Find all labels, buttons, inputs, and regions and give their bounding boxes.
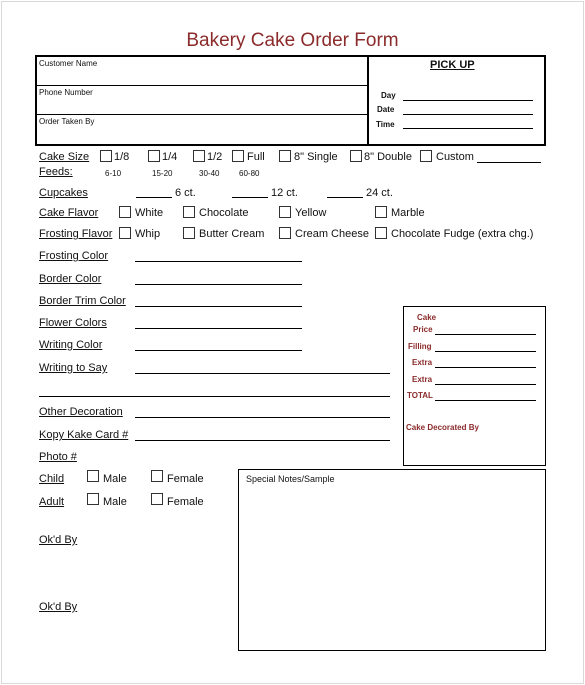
pickup-title: PICK UP xyxy=(430,59,475,71)
price-box xyxy=(403,306,546,466)
pickup-date-line[interactable] xyxy=(403,114,533,115)
border-trim-color-line[interactable] xyxy=(135,306,302,307)
total-line[interactable] xyxy=(435,400,536,401)
flower-colors-line[interactable] xyxy=(135,328,302,329)
special-notes-box[interactable] xyxy=(238,469,546,651)
frosting-flavor-checkbox[interactable] xyxy=(375,227,387,239)
cake-size-checkbox[interactable] xyxy=(148,150,160,162)
cake-flavor-checkbox[interactable] xyxy=(375,206,387,218)
cake-decorated-by-label: Cake Decorated By xyxy=(406,423,479,432)
header-row-line xyxy=(37,85,367,86)
cupcakes-option: 24 ct. xyxy=(366,187,393,199)
header-box xyxy=(35,55,546,146)
writing-to-say-line-2[interactable] xyxy=(39,396,390,397)
extra-label: Extra xyxy=(412,358,433,367)
cake-size-label: Cake Size xyxy=(39,151,90,163)
cake-flavor-option: White xyxy=(135,207,164,219)
cake-flavor-checkbox[interactable] xyxy=(279,206,291,218)
cake-size-option: 1/8 xyxy=(114,151,130,163)
adult-male-label: Male xyxy=(103,496,127,508)
okd-by-label: Ok'd By xyxy=(39,534,78,546)
adult-male-checkbox[interactable] xyxy=(87,493,99,505)
total-label: TOTAL xyxy=(407,391,433,400)
kopy-kake-line[interactable] xyxy=(135,440,390,441)
border-trim-color-label: Border Trim Color xyxy=(39,295,126,307)
frosting-flavor-checkbox[interactable] xyxy=(279,227,291,239)
header-divider xyxy=(367,57,369,144)
form-title: Bakery Cake Order Form xyxy=(186,30,399,51)
child-female-label: Female xyxy=(167,473,204,485)
customer-name-field[interactable]: Customer Name xyxy=(39,59,98,68)
feeds-value: 6-10 xyxy=(105,169,122,178)
extra-line[interactable] xyxy=(435,384,536,385)
okd-by-label: Ok'd By xyxy=(39,601,78,613)
feeds-value: 60-80 xyxy=(239,169,260,178)
cake-size-option: 1/4 xyxy=(162,151,178,163)
pickup-day-label: Day xyxy=(381,91,396,100)
frosting-flavor-option: Chocolate Fudge (extra chg.) xyxy=(391,228,534,240)
price-cake-label: Cake xyxy=(417,313,437,322)
cupcakes-qty-line[interactable] xyxy=(327,197,363,198)
frosting-flavor-option: Cream Cheese xyxy=(295,228,369,240)
header-row-line xyxy=(37,114,367,115)
child-label: Child xyxy=(39,473,65,485)
cake-size-checkbox[interactable] xyxy=(350,150,362,162)
cake-size-option: 8" Single xyxy=(294,151,338,163)
pickup-time-label: Time xyxy=(376,120,395,129)
writing-to-say-label: Writing to Say xyxy=(39,362,108,374)
pickup-day-line[interactable] xyxy=(403,100,533,101)
feeds-label: Feeds: xyxy=(39,166,73,178)
cake-flavor-checkbox[interactable] xyxy=(119,206,131,218)
cupcakes-qty-line[interactable] xyxy=(232,197,268,198)
other-decoration-label: Other Decoration xyxy=(39,406,123,418)
filling-line[interactable] xyxy=(435,351,536,352)
feeds-value: 15-20 xyxy=(152,169,173,178)
phone-number-field[interactable]: Phone Number xyxy=(39,88,93,97)
cupcakes-option: 12 ct. xyxy=(271,187,298,199)
cake-flavor-option: Yellow xyxy=(295,207,327,219)
child-female-checkbox[interactable] xyxy=(151,470,163,482)
feeds-value: 30-40 xyxy=(199,169,220,178)
cupcakes-qty-line[interactable] xyxy=(136,197,172,198)
adult-female-label: Female xyxy=(167,496,204,508)
cupcakes-label: Cupcakes xyxy=(39,187,88,199)
frosting-flavor-checkbox[interactable] xyxy=(119,227,131,239)
other-decoration-line[interactable] xyxy=(135,417,390,418)
special-notes-label: Special Notes/Sample xyxy=(246,474,335,484)
cake-size-checkbox[interactable] xyxy=(100,150,112,162)
frosting-color-label: Frosting Color xyxy=(39,250,109,262)
filling-label: Filling xyxy=(408,342,432,351)
pickup-date-label: Date xyxy=(377,105,395,114)
frosting-flavor-checkbox[interactable] xyxy=(183,227,195,239)
cake-flavor-label: Cake Flavor xyxy=(39,207,99,219)
child-male-checkbox[interactable] xyxy=(87,470,99,482)
cake-size-option: Full xyxy=(247,151,265,163)
custom-size-line[interactable] xyxy=(477,162,541,163)
cake-flavor-option: Marble xyxy=(391,207,425,219)
frosting-flavor-option: Butter Cream xyxy=(199,228,265,240)
frosting-flavor-label: Frosting Flavor xyxy=(39,228,113,240)
order-taken-by-field[interactable]: Order Taken By xyxy=(39,117,95,126)
frosting-flavor-option: Whip xyxy=(135,228,161,240)
frosting-color-line[interactable] xyxy=(135,261,302,262)
price-label: Price xyxy=(413,325,433,334)
cake-size-option: 8" Double xyxy=(364,151,412,163)
price-line[interactable] xyxy=(435,334,536,335)
pickup-time-line[interactable] xyxy=(403,128,533,129)
writing-to-say-line[interactable] xyxy=(135,373,390,374)
child-male-label: Male xyxy=(103,473,127,485)
adult-female-checkbox[interactable] xyxy=(151,493,163,505)
photo-label: Photo # xyxy=(39,451,77,463)
kopy-kake-label: Kopy Kake Card # xyxy=(39,429,129,441)
cake-size-option: 1/2 xyxy=(207,151,223,163)
cake-size-checkbox[interactable] xyxy=(279,150,291,162)
extra-label: Extra xyxy=(412,375,433,384)
cupcakes-option: 6 ct. xyxy=(175,187,196,199)
border-color-label: Border Color xyxy=(39,273,102,285)
cake-size-option: Custom xyxy=(436,151,474,163)
extra-line[interactable] xyxy=(435,367,536,368)
writing-color-label: Writing Color xyxy=(39,339,103,351)
cake-size-checkbox[interactable] xyxy=(193,150,205,162)
cake-flavor-checkbox[interactable] xyxy=(183,206,195,218)
border-color-line[interactable] xyxy=(135,284,302,285)
adult-label: Adult xyxy=(39,496,65,508)
cake-flavor-option: Chocolate xyxy=(199,207,249,219)
writing-color-line[interactable] xyxy=(135,350,302,351)
cake-size-checkbox[interactable] xyxy=(232,150,244,162)
flower-colors-label: Flower Colors xyxy=(39,317,107,329)
cake-size-checkbox[interactable] xyxy=(420,150,432,162)
